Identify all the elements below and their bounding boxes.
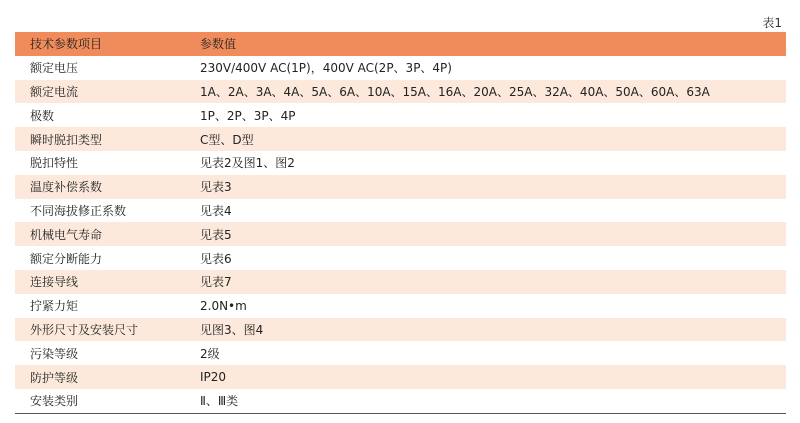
header-row: [15, 32, 786, 56]
technical-parameters-table: [15, 32, 786, 414]
header-value: 参数值: [185, 32, 786, 56]
row-value: 见表7: [185, 270, 786, 294]
row-param: 污染等级: [15, 341, 185, 365]
table-row: [15, 56, 786, 80]
row-value: 230V/400V AC(1P)，400V AC(2P、3P、4P): [185, 56, 786, 80]
row-param: 机械电气寿命: [15, 222, 185, 246]
row-value: 1A、2A、3A、4A、5A、6A、10A、15A、16A、20A、25A、32A、40A、50A、60A、63A: [185, 80, 786, 104]
table-row: [15, 294, 786, 318]
row-value: IP20: [185, 365, 786, 389]
row-param: 额定电流: [15, 80, 185, 104]
row-value: 见表2及图1、图2: [185, 151, 786, 175]
row-value: 1P、2P、3P、4P: [185, 103, 786, 127]
table-row: [15, 175, 786, 199]
table-row: [15, 80, 786, 104]
row-value: 见图3、图4: [185, 318, 786, 342]
row-value: 见表4: [185, 199, 786, 223]
row-value: 见表5: [185, 222, 786, 246]
table-row: [15, 103, 786, 127]
row-param: 瞬时脱扣类型: [15, 127, 185, 151]
row-value: C型、D型: [185, 127, 786, 151]
table-row: [15, 341, 786, 365]
row-param: 连接导线: [15, 270, 185, 294]
row-param: 极数: [15, 103, 185, 127]
table-row: [15, 222, 786, 246]
table-row: [15, 365, 786, 389]
row-value: 见表6: [185, 246, 786, 270]
table-row: [15, 270, 786, 294]
row-param: 额定分断能力: [15, 246, 185, 270]
row-value: Ⅱ、Ⅲ类: [185, 389, 786, 413]
table-row: [15, 246, 786, 270]
table-row: [15, 199, 786, 223]
table-caption: 表1: [762, 16, 782, 30]
header-param: 技术参数项目: [15, 32, 185, 56]
row-value: 见表3: [185, 175, 786, 199]
table-row: [15, 151, 786, 175]
row-param: 安装类别: [15, 389, 185, 413]
table-row: [15, 127, 786, 151]
table-header: [15, 32, 786, 56]
row-param: 不同海拔修正系数: [15, 199, 185, 223]
table-row: [15, 318, 786, 342]
table-row: [15, 389, 786, 413]
row-param: 防护等级: [15, 365, 185, 389]
row-param: 外形尺寸及安装尺寸: [15, 318, 185, 342]
row-param: 额定电压: [15, 56, 185, 80]
row-value: 2.0N•m: [185, 294, 786, 318]
table-body: [15, 56, 786, 413]
row-param: 脱扣特性: [15, 151, 185, 175]
row-param: 温度补偿系数: [15, 175, 185, 199]
row-value: 2级: [185, 341, 786, 365]
row-param: 拧紧力矩: [15, 294, 185, 318]
